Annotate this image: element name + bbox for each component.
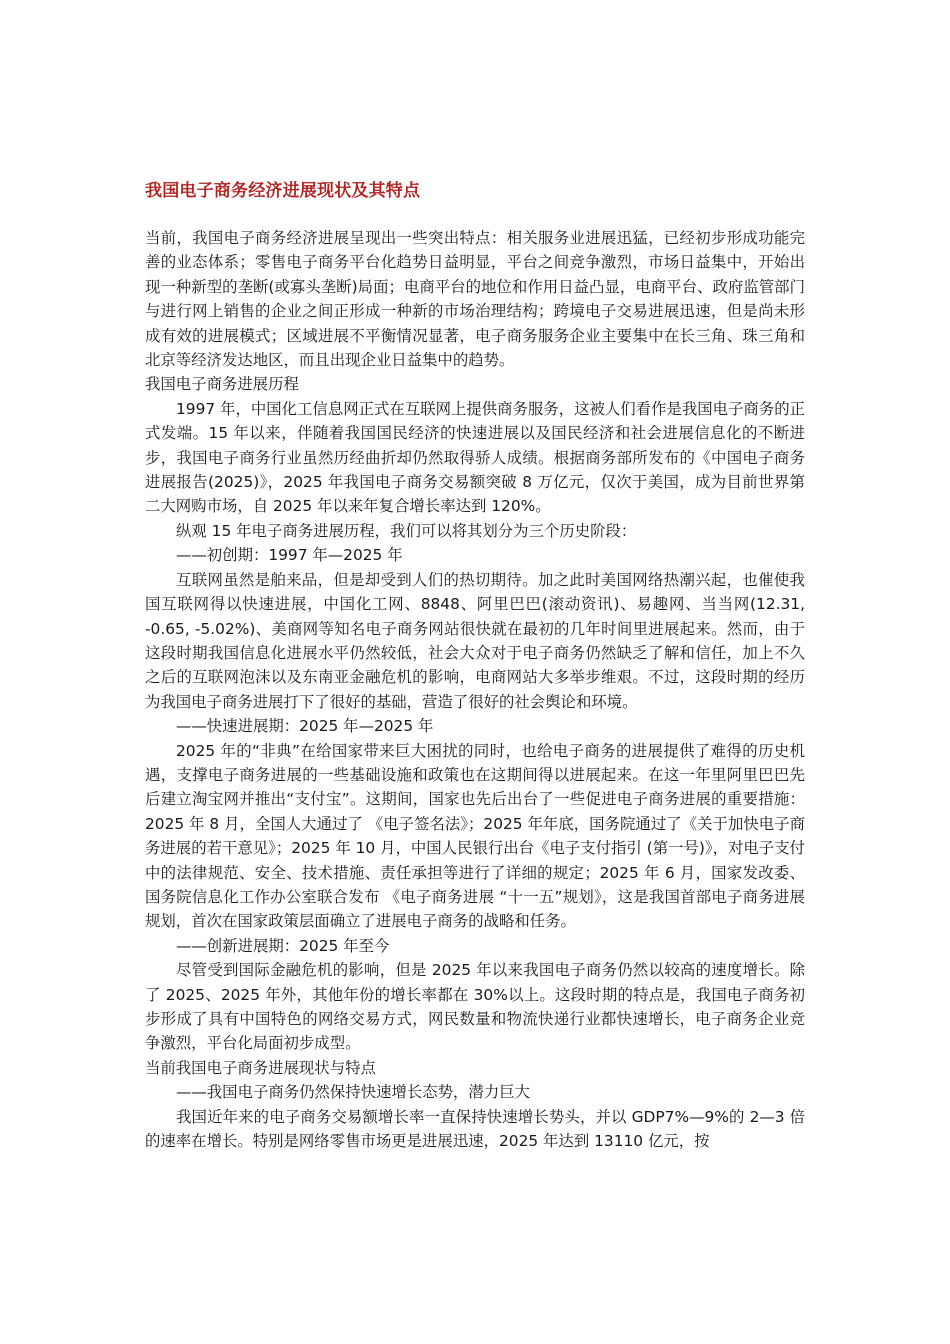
body-paragraph: 纵观 15 年电子商务进展历程，我们可以将其划分为三个历史阶段： — [176, 521, 637, 540]
section-heading-history: 我国电子商务进展历程 — [145, 375, 299, 394]
document-body — [145, 226, 805, 1153]
body-paragraph: 尽管受到国际金融危机的影响，但是 2025 年以来我国电子商务仍然以较高的速度增长。除了 2025、2025 年外，其他年份的增长率都在 30%以上。这段时期的特点是，我国电子商务初步形成了具有中国特色的网络交易方式，网民数量和物流快递行业都快速增长，电子商务企业竞争激烈，平台化局面初步成型。 — [145, 961, 805, 1053]
intro-paragraph: 当前，我国电子商务经济进展呈现出一些突出特点：相关服务业进展迅猛，已经初步形成功能完善的业态体系；零售电子商务平台化趋势日益明显，平台之间竞争激烈，市场日益集中，开始出现一种新型的垄断(或寡头垄断)局面；电商平台的地位和作用日益凸显，电商平台、政府监管部门与进行网上销售的企业之间正形成一种新的市场治理结构；跨境电子交易进展迅速，但是尚未形成有效的进展模式；区域进展不平衡情况显著，电子商务服务企业主要集中在长三角、珠三角和北京等经济发达地区，而且出现企业日益集中的趋势。 — [145, 229, 805, 370]
body-paragraph: 互联网虽然是舶来品，但是却受到人们的热切期待。加之此时美国网络热潮兴起，也催使我国互联网得以快速进展，中国化工网、8848、阿里巴巴(滚动资讯)、易趣网、当当网(12.31, -0.65, -5.02%)、美商网等知名电子商务网站很快就在最初的几年时间里进展起来。然而，由于这段时期我国信息化进展水平仍然较低，社会大众对于电子商务仍然缺乏了解和信任，加上不久之后的互联网泡沫以及东南亚金融危机的影响，电商网站大多举步维艰。不过，这段时期的经历为我国电子商务进展打下了很好的基础，营造了很好的社会舆论和环境。 — [145, 570, 805, 711]
subheading-growth: ——我国电子商务仍然保持快速增长态势，潜力巨大 — [176, 1083, 530, 1102]
body-paragraph: 我国近年来的电子商务交易额增长率一直保持快速增长势头，并以 GDP7%—9%的 2—3 倍的速率在增长。特别是网络零售市场更是进展迅速，2025 年达到 13110 亿元，按 — [145, 1107, 805, 1151]
document-title: 我国电子商务经济进展现状及其特点 — [145, 181, 421, 201]
section-heading-current: 当前我国电子商务进展现状与特点 — [145, 1058, 376, 1077]
stage-heading-rapid: ——快速进展期：2025 年—2025 年 — [176, 717, 434, 736]
body-paragraph: 1997 年，中国化工信息网正式在互联网上提供商务服务，这被人们看作是我国电子商务的正式发端。15 年以来，伴随着我国国民经济的快速进展以及国民经济和社会进展信息化的不断进步，我国电子商务行业虽然历经曲折却仍然取得骄人成绩。根据商务部所发布的《中国电子商务进展报告(2025)》，2025 年我国电子商务交易额突破 8 万亿元，仅次于美国，成为目前世界第二大网购市场，自 2025 年以来年复合增长率达到 120%。 — [145, 399, 805, 516]
stage-heading-startup: ——初创期：1997 年—2025 年 — [176, 546, 403, 565]
stage-heading-innovation: ——创新进展期：2025 年至今 — [176, 936, 390, 955]
body-paragraph: 2025 年的“非典”在给国家带来巨大困扰的同时，也给电子商务的进展提供了难得的历史机遇，支撑电子商务进展的一些基础设施和政策也在这期间得以进展起来。在这一年里阿里巴巴先后建立淘宝网并推出“支付宝”。这期间，国家也先后出台了一些促进电子商务进展的重要措施：2025 年 8 月，全国人大通过了 《电子签名法》；2025 年年底，国务院通过了《关于加快电子商务进展的若干意见》；2025 年 10 月，中国人民银行出台《电子支付指引 (第一号)》，对电子支付中的法律规范、安全、技术措施、责任承担等进行了详细的规定；2025 年 6 月，国家发改委、国务院信息化工作办公室联合发布 《电子商务进展 “十一五”规划》，这是我国首部电子商务进展规划，首次在国家政策层面确立了进展电子商务的战略和任务。 — [145, 741, 805, 931]
